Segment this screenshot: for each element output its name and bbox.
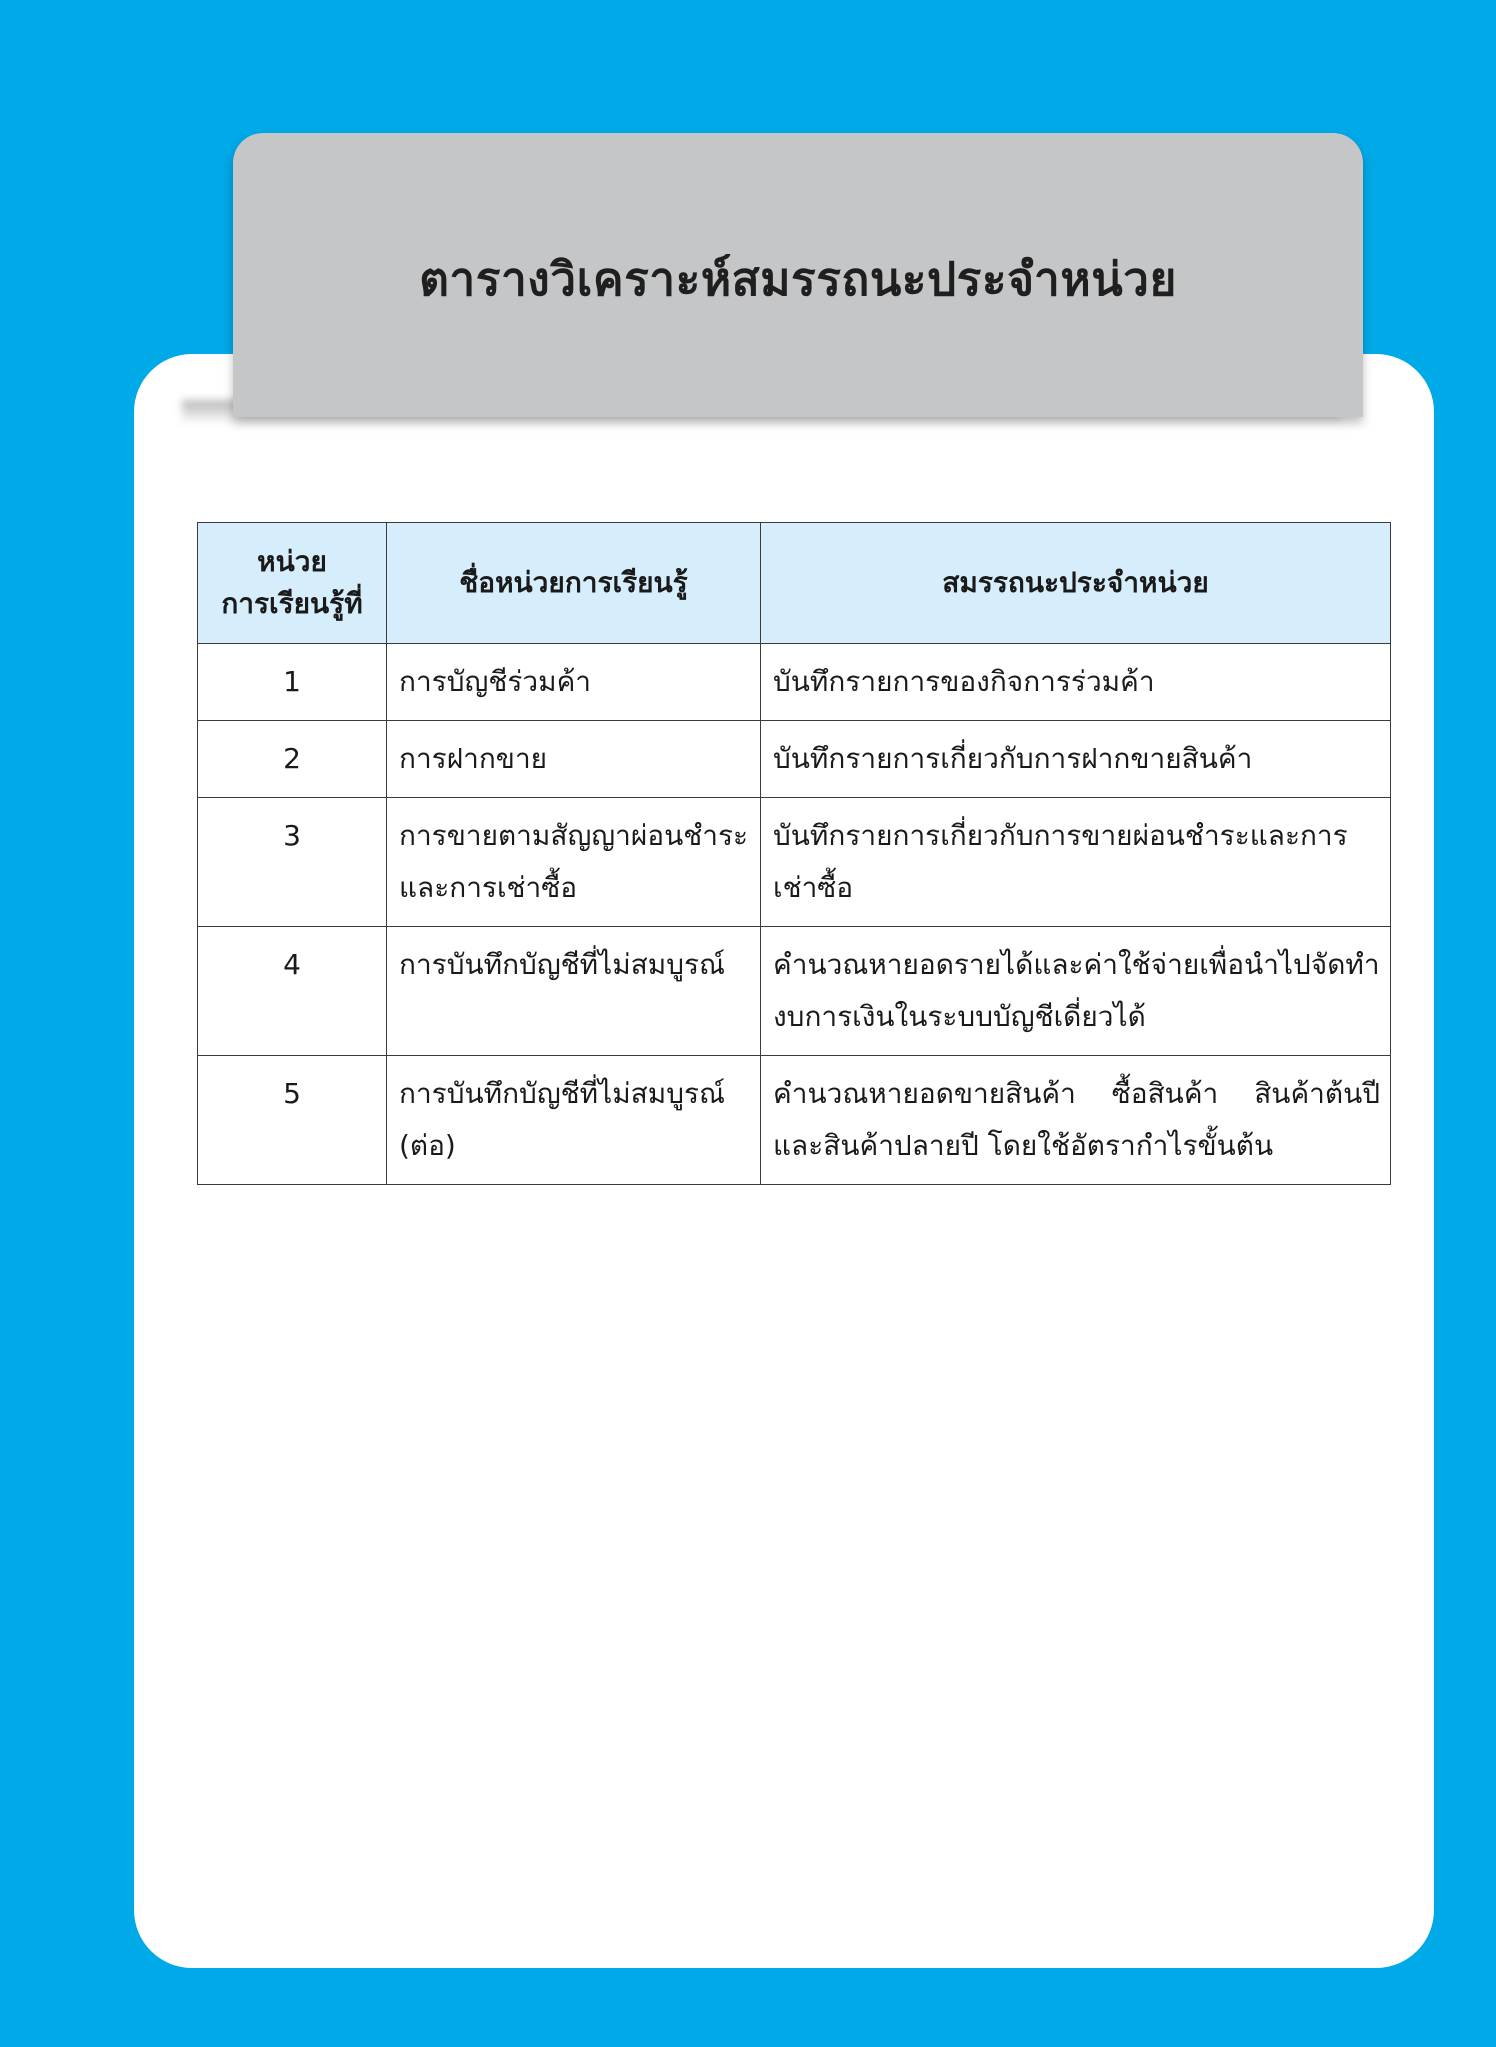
cell-unit: 3 [198,798,387,927]
table-row [198,644,1391,721]
header-unit [198,523,387,644]
cell-competency: บันทึกรายการเกี่ยวกับการฝากขายสินค้า [761,721,1391,798]
cell-name: การบัญชีร่วมค้า [387,644,761,721]
header-competency: สมรรถนะประจำหน่วย [761,523,1391,644]
cell-unit: 5 [198,1056,387,1185]
cell-name: การบันทึกบัญชีที่ไม่สมบูรณ์ [387,927,761,1056]
competency-table [197,522,1391,1185]
cell-name: การบันทึกบัญชีที่ไม่สมบูรณ์ (ต่อ) [387,1056,761,1185]
cell-competency: คำนวณหายอดขายสินค้า ซื้อสินค้า สินค้าต้นปี และสินค้าปลายปี โดยใช้อัตรากำไรขั้นต้น [761,1056,1391,1185]
table-header-row [198,523,1391,644]
header-name: ชื่อหน่วยการเรียนรู้ [387,523,761,644]
cell-competency: บันทึกรายการของกิจการร่วมค้า [761,644,1391,721]
cell-name: การฝากขาย [387,721,761,798]
header-unit-line1: หน่วย [257,545,327,578]
table-row [198,721,1391,798]
cell-competency: คำนวณหายอดรายได้และค่าใช้จ่ายเพื่อนำไปจัดทำงบการเงินในระบบบัญชีเดี่ยวได้ [761,927,1391,1056]
header-unit-line2: การเรียนรู้ที่ [221,587,363,620]
cell-unit: 1 [198,644,387,721]
table-row [198,798,1391,927]
cell-name: การขายตามสัญญาผ่อนชำระและการเช่าซื้อ [387,798,761,927]
cell-unit: 2 [198,721,387,798]
table-row [198,1056,1391,1185]
cell-unit: 4 [198,927,387,1056]
page-title: ตารางวิเคราะห์สมรรถนะประจำหน่วย [419,252,1177,306]
table-row [198,927,1391,1056]
title-tab [233,133,1363,417]
cell-competency: บันทึกรายการเกี่ยวกับการขายผ่อนชำระและการเช่าซื้อ [761,798,1391,927]
